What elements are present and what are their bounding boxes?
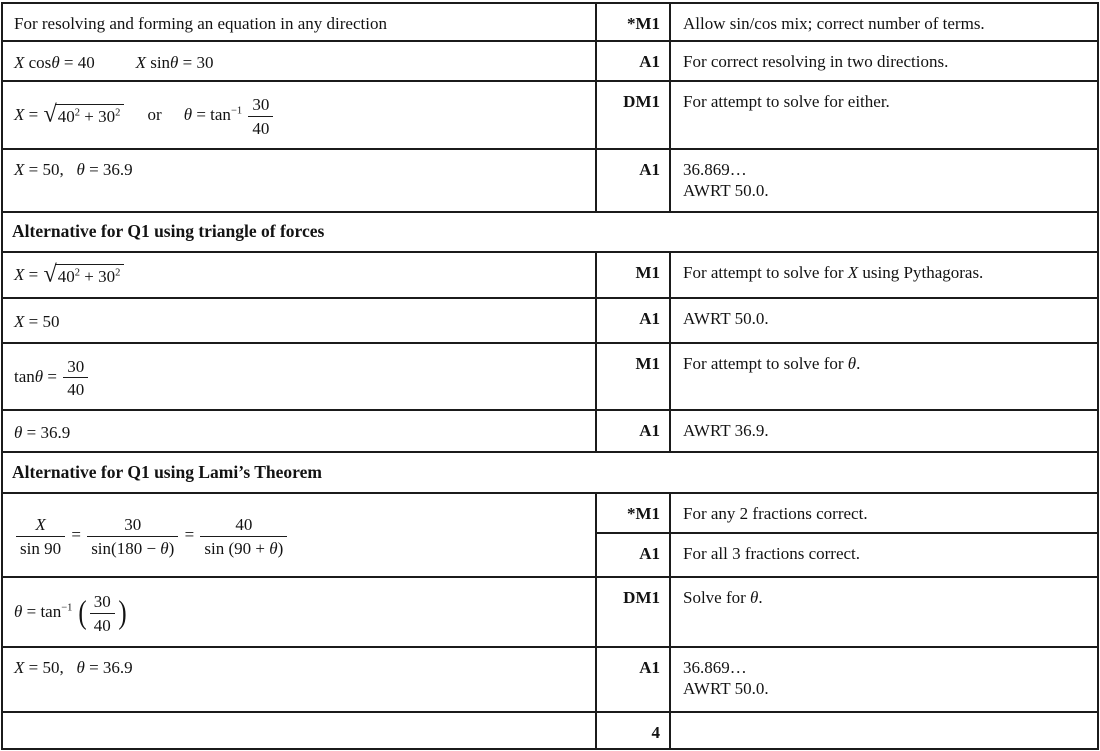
math-expression: θ = 36.9 xyxy=(14,422,71,442)
working-cell xyxy=(2,647,596,712)
table-row xyxy=(2,81,1098,149)
working-text: For resolving and forming an equation in any direction xyxy=(14,13,387,33)
table-row xyxy=(2,647,1098,712)
table-row xyxy=(2,149,1098,212)
comment-cell xyxy=(670,149,1098,212)
math-expression: tanθ = $\frac{30}{40}$ xyxy=(14,367,90,386)
working-cell xyxy=(2,3,596,41)
comment-cell: Allow sin/cos mix; correct number of terms. xyxy=(670,3,1098,41)
table-row xyxy=(2,410,1098,452)
comment-text: Solve for θ. xyxy=(683,588,763,607)
working-cell xyxy=(2,298,596,343)
mark-cell: M1 xyxy=(596,343,670,410)
mark-cell: *M1 xyxy=(596,493,670,533)
mark-cell: A1 xyxy=(596,533,670,577)
math-expression: X cosθ = 40 X sinθ = 30 xyxy=(14,52,214,72)
mark-cell: M1 xyxy=(596,252,670,298)
comment-line: 36.869… xyxy=(683,160,747,179)
section-header: Alternative for Q1 using triangle of forces xyxy=(2,212,1098,252)
table-row xyxy=(2,343,1098,410)
mark-cell: A1 xyxy=(596,41,670,81)
working-cell-empty xyxy=(2,712,596,749)
comment-cell xyxy=(670,343,1098,410)
math-expression: $\frac{X}{\sin 90}$ = $\frac{30}{\sin(180 - \theta)}$ = $\frac{40}{\sin (90 + \theta)}$ xyxy=(14,525,289,544)
working-cell xyxy=(2,41,596,81)
working-cell xyxy=(2,577,596,647)
table-row xyxy=(2,41,1098,81)
math-expression: $\theta = \tan^{-1}$ ( $\frac{30}{40}$ ) xyxy=(14,592,127,635)
working-cell xyxy=(2,252,596,298)
comment-line: AWRT 50.0. xyxy=(683,679,769,699)
mark-cell: A1 xyxy=(596,410,670,452)
comment-line: 36.869… xyxy=(683,658,747,677)
table-row xyxy=(2,252,1098,298)
comment-cell xyxy=(670,577,1098,647)
comment-cell: For attempt to solve for either. xyxy=(670,81,1098,149)
comment-cell: AWRT 50.0. xyxy=(670,298,1098,343)
math-expression: X = √ $40^2 + 30^2$ xyxy=(14,265,125,284)
mark-cell: *M1 xyxy=(596,3,670,41)
comment-cell: For correct resolving in two directions. xyxy=(670,41,1098,81)
comment-cell: For any 2 fractions correct. xyxy=(670,493,1098,533)
comment-cell xyxy=(670,252,1098,298)
comment-line: AWRT 50.0. xyxy=(683,181,769,201)
table-row xyxy=(2,3,1098,41)
comment-text: For attempt to solve for θ. xyxy=(683,354,861,373)
comment-text: For attempt to solve for X using Pythagoras. xyxy=(683,263,984,282)
section-header-row xyxy=(2,212,1098,252)
working-cell xyxy=(2,149,596,212)
mark-cell: DM1 xyxy=(596,81,670,149)
math-expression: X = 50, θ = 36.9 xyxy=(14,658,133,677)
total-row xyxy=(2,712,1098,749)
working-cell xyxy=(2,410,596,452)
mark-cell: A1 xyxy=(596,298,670,343)
mark-cell: DM1 xyxy=(596,577,670,647)
math-expression: X = √ $40^2 + 30^2$ or $\theta = \tan^{-1}$ $\frac{30}{40}$ xyxy=(14,105,275,124)
mark-scheme-table xyxy=(1,2,1099,750)
mark-cell: A1 xyxy=(596,149,670,212)
comment-cell: AWRT 36.9. xyxy=(670,410,1098,452)
comment-cell xyxy=(670,647,1098,712)
math-expression: X = 50 xyxy=(14,312,60,332)
table-row xyxy=(2,493,1098,533)
section-header: Alternative for Q1 using Lami’s Theorem xyxy=(2,452,1098,493)
total-marks-cell: 4 xyxy=(596,712,670,749)
working-cell xyxy=(2,493,596,577)
mark-cell: A1 xyxy=(596,647,670,712)
comment-cell-empty xyxy=(670,712,1098,749)
working-cell xyxy=(2,343,596,410)
table-row xyxy=(2,577,1098,647)
table-row xyxy=(2,298,1098,343)
section-header-row xyxy=(2,452,1098,493)
comment-cell: For all 3 fractions correct. xyxy=(670,533,1098,577)
math-expression: X = 50, θ = 36.9 xyxy=(14,160,133,179)
working-cell xyxy=(2,81,596,149)
